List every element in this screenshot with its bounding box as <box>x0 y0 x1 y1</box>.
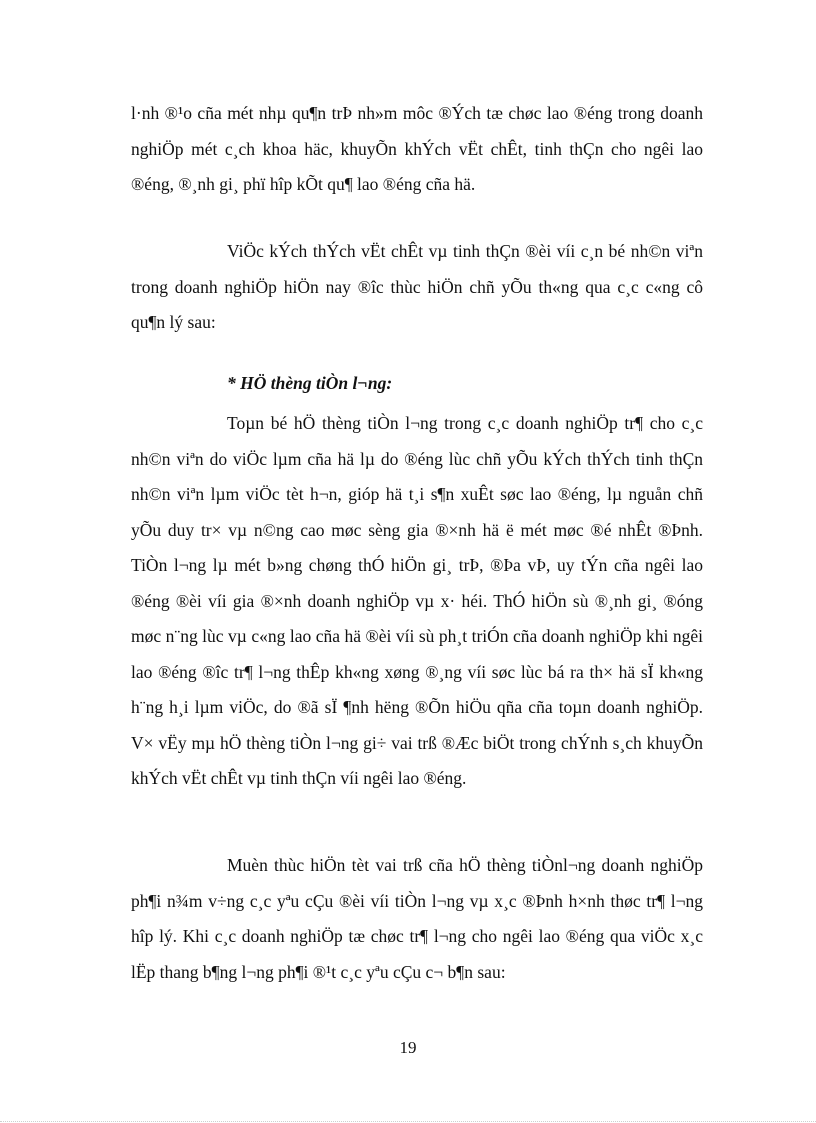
paragraph-4: Muèn thùc hiÖn tèt vai trß cña hÖ thèng tiÒnl¬ng doanh nghiÖp ph¶i n¾m v÷ng c¸c yªu cÇu ®èi víi tiÒn l¬ng vµ x¸c ®Þnh h×nh thøc tr¶ l¬ng hîp lý. Khi c¸c doanh nghiÖp tæ chøc tr¶ l¬ng cho ngêi lao ®éng qua viÖc x¸c lËp thang b¶ng l¬ng ph¶i ®¹t c¸c yªu cÇu c¬ b¶n sau: <box>131 855 708 982</box>
paragraph-3-block <box>131 406 708 797</box>
paragraph-2-block <box>131 234 708 341</box>
paragraph-4-block <box>131 848 708 990</box>
section-heading: * HÖ thèng tiÒn l¬ng: <box>227 373 393 393</box>
paragraph-3: Toµn bé hÖ thèng tiÒn l¬ng trong c¸c doanh nghiÖp tr¶ cho c¸c nh©n viªn do viÖc lµm cña hä lµ do ®éng lùc chñ yÕu kÝch thÝch tinh thÇn nh©n viªn lµm viÖc tèt h¬n, gióp hä t¸i s¶n xuÊt søc lao ®éng, lµ nguån chñ yÕu duy tr× vµ n©ng cao møc sèng gia ®×nh hä ë mét møc ®é nhÊt ®Þnh. TiÒn l¬ng lµ mét b»ng chøng thÓ hiÖn gi¸ trÞ, ®Þa vÞ, uy tÝn cña ngêi lao ®éng ®èi víi gia ®×nh doanh nghiÖp vµ x· héi. ThÓ hiÖn sù ®¸nh gi¸ ®óng møc n¨ng lùc vµ c«ng lao cña hä ®èi víi sù ph¸t triÓn cña doanh nghiÖp khi ngêi lao ®éng ®îc tr¶ l¬ng thÊp kh«ng xøng ®¸ng víi søc lùc bá ra th× hä sÏ kh«ng h¨ng h¸i lµm viÖc, do ®ã sÏ ¶nh hëng ®Õn hiÖu qña cña toµn doanh nghiÖp. V× vËy mµ hÖ thèng tiÒn l¬ng gi÷ vai trß ®Æc biÖt trong chÝnh s¸ch khuyÕn khÝch vËt chÊt vµ tinh thÇn víi ngêi lao ®éng. <box>131 413 708 788</box>
page-number: 19 <box>399 1038 417 1057</box>
paragraph-1-block <box>131 96 708 203</box>
paragraph-2: ViÖc kÝch thÝch vËt chÊt vµ tinh thÇn ®èi víi c¸n bé nh©n viªn trong doanh nghiÖp hiÖn nay ®îc thùc hiÖn chñ yÕu th«ng qua c¸c c«ng cô qu¶n lý sau: <box>131 241 708 332</box>
page-bottom-rule <box>0 1121 816 1122</box>
paragraph-1: l·nh ®¹o cña mét nhµ qu¶n trÞ nh»m môc ®Ých tæ chøc lao ®éng trong doanh nghiÖp mét c¸ch khoa häc, khuyÕn khÝch vËt chÊt, tinh thÇn cho ngêi lao ®éng, ®¸nh gi¸ phï hîp kÕt qu¶ lao ®éng cña hä. <box>131 103 708 194</box>
